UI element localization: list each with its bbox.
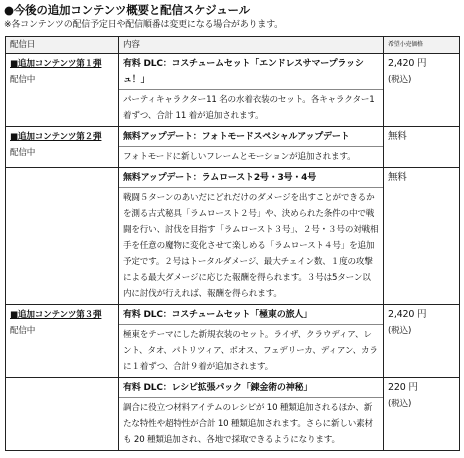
content-description: 戦闘５ターンのあいだにどれだけのダメージを出すことができるかを測る古式秘具「ラムロースト２号」や、決められた条件の中で戦闘を行い、討伐を目指す「ラムロースト３号」、２号・３号の対戦相手を任意の魔物に変化させて楽しめる「ラムロースト４号」を追加予定です。２号はトータルダメージ、最大チェイン数、１度の攻撃による最大ダメージに応じた報酬を得られます。３号は5ターン以内に討伐が行えれば、報酬を得られます。 [123,193,379,299]
content-description: パーティキャラクター11 名の水着衣装のセット。各キャラクター1着ずつ、合計 11 着が追加されます。 [123,95,375,121]
content-title: 有料 DLC：コスチュームセット「エンドレスサマープラッシュ！」 [119,56,383,90]
price-tax: (税込) [388,326,412,336]
wave-cell [6,305,119,378]
content-title: 無料アップデート：ラムロースト2号・3号・4号 [119,170,383,188]
column-header-price: 希望小売価格 [384,37,460,54]
content-cell [119,54,384,127]
price-value: 2,420 円 [388,58,427,69]
content-title: 無料アップデート：フォトモードスペシャルアップデート [119,129,383,147]
schedule-note: ※各コンテンツの配信予定日や配信順番は変更になる場合があります。 [4,20,283,30]
price-cell [384,127,460,168]
content-description: フォトモードに新しいフレームとモーションが追加されます。 [123,152,356,162]
table-header-row [6,37,460,54]
price-cell [384,378,460,451]
page-title: ●今後の追加コンテンツ概要と配信スケジュール [4,3,250,17]
table-row [6,127,460,168]
release-status: 配信中 [10,75,36,85]
content-cell [119,168,384,305]
content-description: 調合に役立つ材料アイテムのレシピが 10 種類追加されるほか、新たな特性や超特性が合計 10 種類追加されます。さらに新しい素材も 20 種類追加され、各地で採取できるようになります。 [123,403,373,445]
table-row [6,305,460,378]
price-cell [384,168,460,305]
column-header-content: 内容 [119,37,384,54]
table-row [6,54,460,127]
table-row [6,168,460,305]
wave-cell-continued [6,168,119,305]
wave-label: ■追加コンテンツ第３弾 [10,310,102,320]
price-value: 2,420 円 [388,309,427,320]
wave-cell-continued [6,378,119,451]
wave-label: ■追加コンテンツ第１弾 [10,59,102,69]
schedule-table [5,36,460,451]
content-cell [119,127,384,168]
column-header-date: 配信日 [6,37,119,54]
price-value: 無料 [388,131,407,142]
table-row [6,378,460,451]
wave-cell [6,54,119,127]
price-value: 無料 [388,172,407,183]
price-value: 220 円 [388,382,418,393]
wave-label: ■追加コンテンツ第２弾 [10,132,102,142]
wave-cell [6,127,119,168]
price-tax: (税込) [388,75,412,85]
release-status: 配信中 [10,148,36,158]
content-cell [119,378,384,451]
content-title: 有料 DLC：レシピ拡張パック「錬金術の神秘」 [119,380,383,398]
content-description: 極東をテーマにした新規衣装のセット。ライザ、クラウディア、レント、タオ、パトリツィア、ボオス、フェデリーカ、ディアン、カラに１着ずつ、合計９着が追加されます。 [123,330,378,372]
content-title: 有料 DLC：コスチュームセット「極東の旅人」 [119,307,383,325]
price-tax: (税込) [388,399,412,409]
content-cell [119,305,384,378]
price-cell [384,305,460,378]
price-cell [384,54,460,127]
release-status: 配信中 [10,326,36,336]
